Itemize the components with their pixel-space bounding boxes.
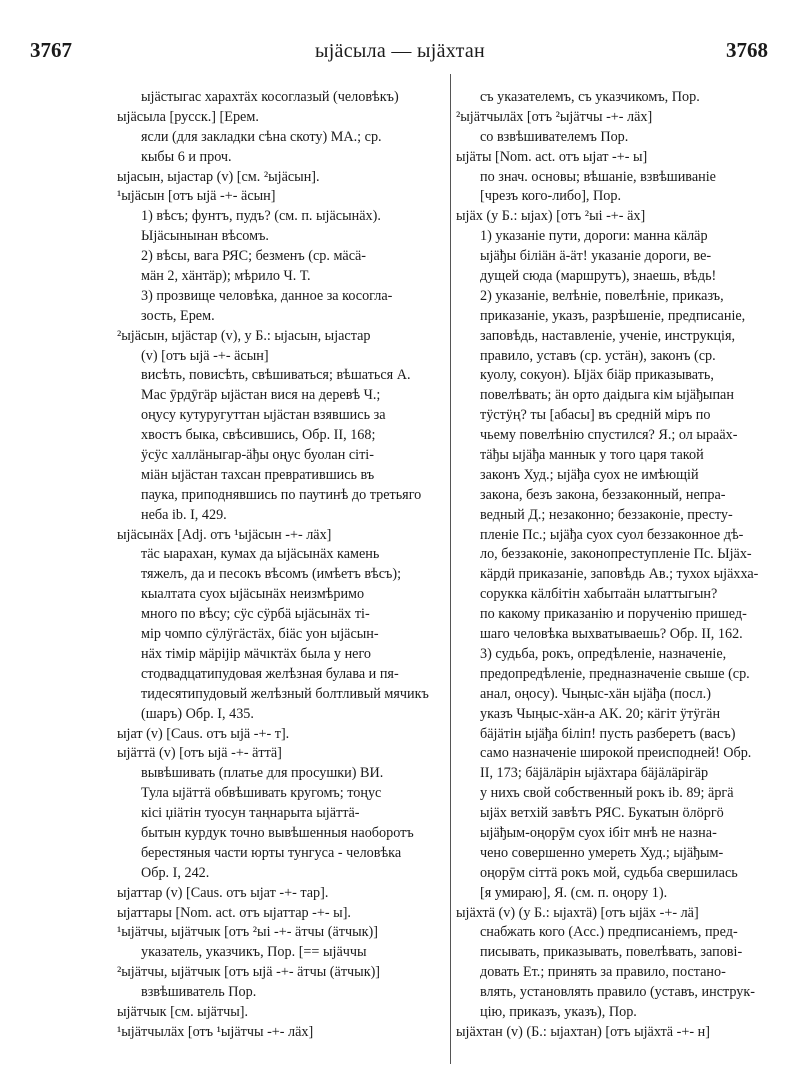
entry-text-line: стодвадцатипудовая желѣзная булава и пя- bbox=[141, 665, 399, 682]
entry-text-line: нӓх тімір мӓріjір мӓчıктӓх была у него bbox=[141, 645, 372, 662]
entry-text-line: берестяныя части юрты тунгуса - человѣка bbox=[141, 844, 402, 861]
entry-text-line: заповѣдь, наставленіе, ученіе, инструкція, bbox=[480, 327, 736, 344]
entry-text-line: хвостъ быка, свѣсившись, Обр. II, 168; bbox=[141, 427, 376, 444]
entry-text-line: влять, установлять правило (уставъ, инструк- bbox=[480, 984, 755, 1001]
entry-headword-line: ²ыjӓтчы, ыjӓтчык [отъ ыjӓ -+- ӓтчы (ӓтчык)] bbox=[117, 964, 381, 981]
entry-text-line: ыjӓђы біліӓн ӓ-ӓт! указаніе дороги, ве- bbox=[480, 248, 712, 265]
entry-text-line: кӓрдӥ приказаніе, заповѣдь Ав.; тухох ыjӓхха- bbox=[480, 566, 759, 583]
page-number-left: 3767 bbox=[30, 38, 72, 62]
entry-text-line: предопредѣленіе, предназначеніе свыше (ср. bbox=[480, 665, 750, 682]
entry-headword-line: ыjӓсынӓх [Adj. отъ ¹ыjӓсын -+- лӓх] bbox=[117, 526, 332, 543]
entry-text-line: чено совершенно умереть Худ.; ыjӓђым- bbox=[480, 844, 724, 861]
entry-text-line: [чрезъ кого-либо], Пор. bbox=[480, 188, 622, 205]
entry-text-line: указъ Чыңыс-хӓн-а АК. 20; кӓгіт ӱтӱгӓн bbox=[480, 705, 721, 722]
running-title: ыjӓсыла — ыjӓхтан bbox=[314, 40, 486, 62]
entry-text-line: (v) [отъ ыjӓ -+- ӓсын] bbox=[141, 347, 269, 364]
entry-text-line: тидесятипудовый желѣзный болтливый мячикъ bbox=[141, 685, 429, 702]
entry-text-line: II, 173; бӓjӓлӓрін ыjӓхтара бӓjӓлӓрігӓр bbox=[480, 765, 709, 782]
entry-text-line: шаго человѣка выхватываешь? Обр. II, 162. bbox=[480, 626, 743, 643]
entry-headword-line: ыjӓттӓ (v) [отъ ыjӓ -+- ӓттӓ] bbox=[117, 745, 282, 762]
entry-text-line: 2) указаніе, велѣніе, повелѣніе, приказъ, bbox=[480, 287, 724, 304]
entry-text-line: повелѣвать; ӓн орто даідыга кім ыjӓђыпан bbox=[480, 387, 734, 404]
entry-headword-line: ыjаттары [Nom. act. отъ ыjаттар -+- ы]. bbox=[117, 904, 351, 921]
entry-text-line: зость, Ерем. bbox=[141, 307, 215, 324]
entry-headword-line: ²ыjӓтчылӓх [отъ ²ыjӓтчы -+- лӓх] bbox=[456, 108, 653, 125]
entry-text-line: ыjӓстыгас харахтӓх косоглазый (человѣкъ) bbox=[141, 89, 399, 105]
entry-text-line: правило, уставъ (ср. устӓн), законъ (ср. bbox=[480, 347, 716, 364]
entry-text-line: вывѣшивать (платье для просушки) ВИ. bbox=[141, 765, 384, 782]
entry-text-line: Тула ыjӓттӓ обвѣшивать кругомъ; тоңус bbox=[141, 785, 382, 802]
entry-headword-line: ыjӓсыла [русск.] [Ерем. bbox=[117, 108, 259, 125]
entry-text-line: Мас ӯрдӯгӓр ыjӓстан вися на деревѣ Ч.; bbox=[141, 387, 381, 404]
entry-text-line: у нихъ свой собственный рокъ ib. 89; ӓргӓ bbox=[480, 785, 734, 802]
entry-text-line: тӓс ыарахан, кумах да ыjӓсынӓх камень bbox=[141, 546, 380, 563]
entry-text-line: сорукка кӓлбітін хабытаӓн ылаттыгын? bbox=[480, 586, 718, 603]
entry-text-line: довать Ет.; принять за правило, постано- bbox=[480, 964, 726, 981]
entry-text-line: бытын курдук точно вывѣшенныя наоборотъ bbox=[141, 824, 414, 841]
entry-text-line: міӓн ыjӓстан тахсан превратившись въ bbox=[141, 466, 375, 483]
entry-text-line: пленіе Пс.; ыjӓђа суох суол беззаконное дѣ- bbox=[480, 526, 744, 543]
entry-text-line: тӓђы ыjӓђа маннык у того царя такой bbox=[480, 447, 704, 464]
entry-text-line: взвѣшиватель Пор. bbox=[141, 984, 257, 1001]
entry-headword-line: ¹ыjӓтчы, ыjӓтчык [отъ ²ыі -+- ӓтчы (ӓтчык)] bbox=[117, 924, 378, 941]
entry-text-line: писывать, приказывать, повелѣвать, запові- bbox=[480, 944, 743, 961]
entry-headword-line: ыjӓты [Nom. act. отъ ыjат -+- ы] bbox=[456, 148, 648, 165]
entry-text-line: ло, беззаконіе, законопреступленіе Пс. Ыjӓх- bbox=[480, 546, 752, 563]
entry-text-line: снабжать кого (Acc.) предписаніемъ, пред- bbox=[480, 924, 738, 941]
entry-text-line: тӱстӱң? ты [абасы] въ средній міръ по bbox=[480, 407, 711, 424]
entry-text-line: само назначеніе широкой преисподней! Обр. bbox=[480, 745, 752, 762]
entry-text-line: неба ib. I, 429. bbox=[141, 506, 227, 523]
entry-text-line: по какому приказанію и порученію пришед- bbox=[480, 606, 747, 623]
entry-headword-line: ыjат (v) [Caus. отъ ыjӓ -+- т]. bbox=[117, 725, 290, 742]
entry-text-line: мӓн 2, хӓнтӓр); мѣрило Ч. Т. bbox=[141, 268, 311, 285]
entry-text-line: бӓjӓтін ыjӓђа біліп! пусть разберетъ (васъ) bbox=[480, 725, 736, 742]
entry-text-line: 3) прозвище человѣка, данное за косогла- bbox=[141, 287, 393, 304]
entry-headword-line: ¹ыjӓтчылӓх [отъ ¹ыjӓтчы -+- лӓх] bbox=[117, 1023, 314, 1040]
entry-text-line: Обр. I, 242. bbox=[141, 864, 210, 881]
entry-headword-line: ыjӓхтӓ (v) (у Б.: ыjахтӓ) [отъ ыjӓх -+- лӓ] bbox=[456, 904, 699, 921]
entry-headword-line: ыjӓхтан (v) (Б.: ыjахтан) [отъ ыjӓхтӓ -+- н] bbox=[456, 1023, 710, 1040]
entry-text-line: ясли (для закладки сѣна скоту) МА.; ср. bbox=[141, 128, 382, 145]
entry-text-line: ӱсӱс халлӓныгар-ӓђы оңус буолан сіті- bbox=[141, 447, 374, 464]
entry-text-line: оңусу кутуругуттан ыjӓстан взявшись за bbox=[141, 407, 386, 424]
entry-headword-line: ыjӓтчык [см. ыjӓтчы]. bbox=[117, 1003, 249, 1020]
entry-text-line: висѣть, повисѣть, свѣшиваться; вѣшаться А. bbox=[141, 367, 411, 384]
entry-text-line: съ указателемъ, съ указчикомъ, Пор. bbox=[480, 89, 700, 105]
entry-text-line: мір чомпо сӱлӱгӓстӓх, біӓс уон ыjӓсын- bbox=[141, 626, 379, 643]
entry-text-line: Ыjӓсынынан вѣсомъ. bbox=[141, 228, 269, 245]
entry-text-line: приказаніе, указъ, разрѣшеніе, предписаніе, bbox=[480, 307, 746, 324]
entry-headword-line: ¹ыjӓсын [отъ ыjӓ -+- ӓсын] bbox=[117, 188, 276, 205]
entry-text-line: указатель, указчикъ, Пор. [== ыjӓччы bbox=[141, 944, 367, 961]
entry-text-line: [я умираю], Я. (см. п. оңору 1). bbox=[480, 884, 668, 901]
entry-text-line: по знач. основы; вѣшаніе, взвѣшиваніе bbox=[480, 168, 716, 185]
entry-text-line: чьему повелѣнію спустился? Я.; ол ыраӓх- bbox=[480, 427, 738, 444]
entry-text-line: тяжелъ, да и песокъ вѣсомъ (имѣетъ вѣсъ); bbox=[141, 566, 402, 583]
entry-text-line: (шаръ) Обр. I, 435. bbox=[141, 705, 254, 722]
entry-text-line: кісі џіӓтін туосун таңнарыта ыjӓттӓ- bbox=[141, 805, 360, 822]
entry-text-line: кыбы 6 и проч. bbox=[141, 148, 232, 165]
entry-headword-line: ыjасын, ыjастар (v) [см. ²ыjӓсын]. bbox=[117, 168, 320, 185]
entry-text-line: закона, безъ закона, беззаконный, непра- bbox=[480, 486, 726, 503]
entry-text-line: со взвѣшивателемъ Пор. bbox=[480, 128, 629, 145]
column-divider bbox=[450, 74, 451, 1064]
entry-text-line: дущей сюда (маршрутъ), знаешь, вѣдь! bbox=[480, 268, 717, 285]
entry-text-line: анал, оңосу). Чыңыс-хӓн ыjӓђа (посл.) bbox=[480, 685, 711, 702]
right-column bbox=[456, 88, 784, 1043]
entry-headword-line: ыjаттар (v) [Caus. отъ ыjат -+- тар]. bbox=[117, 884, 329, 901]
entry-text-line: законъ Худ.; ыjӓђа суох не имѣющій bbox=[480, 466, 699, 483]
entry-text-line: много по вѣсу; сӱс сӱрбӓ ыjӓсынӓх ті- bbox=[141, 606, 370, 623]
entry-text-line: куолу, сокуон). Ыjӓх біӓр приказывать, bbox=[480, 367, 714, 384]
entry-text-line: оңорӯм сіттӓ рокъ мой, судьба свершилась bbox=[480, 864, 738, 881]
entry-text-line: ыjӓх ветхій завѣтъ РЯС. Букатын ӧлӧргӧ bbox=[480, 805, 724, 822]
entry-text-line: ведный Д.; незаконно; беззаконіе, престу- bbox=[480, 506, 733, 523]
entry-text-line: цію, приказъ, указъ), Пор. bbox=[480, 1003, 637, 1020]
entry-text-line: 1) вѣсъ; фунтъ, пудъ? (см. п. ыjӓсынӓх). bbox=[141, 208, 381, 225]
entry-text-line: 2) вѣсы, вага РЯС; безменъ (ср. мӓсӓ- bbox=[141, 248, 367, 265]
entry-headword-line: ыjӓх (у Б.: ыjах) [отъ ²ыі -+- ӓх] bbox=[456, 208, 646, 225]
entry-text-line: 3) судьба, рокъ, опредѣленіе, назначеніе, bbox=[480, 645, 727, 662]
entry-headword-line: ²ыjӓсын, ыjӓстар (v), у Б.: ыjасын, ыjастар bbox=[117, 327, 371, 344]
entry-text-line: ыjӓђым-оңорӯм суох ібіт мнѣ не назна- bbox=[480, 824, 717, 841]
entry-text-line: кыалтата суох ыjӓсынӓх неизмѣримо bbox=[141, 586, 365, 603]
page-number-right: 3768 bbox=[726, 38, 768, 62]
left-column bbox=[117, 88, 445, 1043]
entry-text-line: паука, приподнявшись по паутинѣ до третьяго bbox=[141, 486, 422, 503]
entry-text-line: 1) указаніе пути, дороги: манна кӓлӓр bbox=[480, 228, 708, 245]
